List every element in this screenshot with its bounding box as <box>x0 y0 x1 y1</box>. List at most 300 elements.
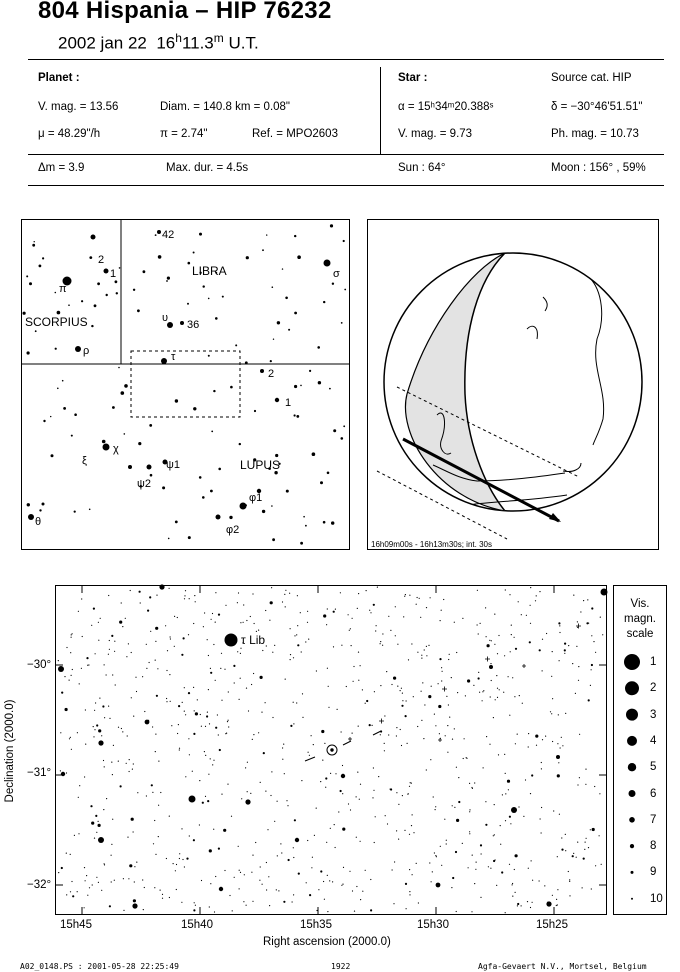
field-star <box>243 622 244 623</box>
field-star <box>282 601 283 602</box>
field-star <box>451 887 452 888</box>
field-star <box>576 857 577 858</box>
field-star <box>96 877 97 878</box>
finder-star <box>57 311 61 315</box>
field-star <box>182 702 183 703</box>
field-star <box>135 677 136 678</box>
label-libra: LIBRA <box>192 264 227 278</box>
field-star <box>137 792 138 793</box>
field-star <box>559 632 560 633</box>
field-star <box>243 604 244 605</box>
field-star <box>262 884 263 885</box>
field-star <box>86 657 88 659</box>
field-star <box>449 654 450 655</box>
field-star <box>335 609 336 610</box>
field-star <box>250 793 251 794</box>
field-star <box>300 612 301 613</box>
field-star <box>209 723 210 724</box>
field-star <box>293 723 294 724</box>
header-rule-mid <box>28 154 664 155</box>
field-star <box>469 811 470 812</box>
field-star <box>155 854 156 855</box>
field-star <box>481 853 482 854</box>
yaxis-label: Declination (2000.0) <box>4 699 16 803</box>
field-star <box>540 818 541 819</box>
star-ra: α = 15ʰ34ᵐ20.388ˢ <box>398 101 494 113</box>
field-star <box>71 675 72 676</box>
field-star <box>380 641 381 642</box>
finder-star <box>294 312 297 315</box>
field-star <box>408 793 409 794</box>
field-star <box>564 649 566 651</box>
field-star <box>495 699 496 700</box>
field-star <box>131 652 132 653</box>
field-star <box>360 784 361 785</box>
field-star <box>229 895 230 896</box>
field-star <box>489 640 490 641</box>
field-star <box>360 899 361 900</box>
field-star <box>411 643 412 644</box>
label-psi2: ψ2 <box>137 478 151 490</box>
field-star <box>529 641 531 643</box>
finder-star <box>62 380 64 382</box>
sun-elongation: Sun : 64° <box>398 162 446 174</box>
finder-star <box>51 454 54 457</box>
field-star <box>577 842 578 843</box>
field-star <box>541 768 542 769</box>
field-star <box>221 653 222 654</box>
star-vmag: V. mag. = 9.73 <box>398 128 473 140</box>
field-star <box>203 626 204 627</box>
field-star <box>350 628 351 629</box>
field-star <box>378 776 379 777</box>
field-star <box>539 649 541 651</box>
field-star <box>85 880 86 881</box>
label-xi: ξ <box>82 455 87 467</box>
finder-star <box>74 413 77 416</box>
field-star <box>84 776 85 777</box>
finder-star <box>91 235 96 240</box>
finder-star <box>199 233 202 236</box>
field-star <box>153 843 154 844</box>
field-star <box>98 821 99 822</box>
field-star <box>462 843 463 844</box>
field-star <box>109 718 110 719</box>
field-star <box>591 888 592 889</box>
field-star <box>241 798 242 799</box>
field-star <box>532 880 533 881</box>
field-star <box>539 591 540 592</box>
field-star <box>478 672 479 673</box>
field-star <box>352 890 353 891</box>
field-star <box>108 654 109 655</box>
field-star <box>287 805 288 806</box>
field-star <box>525 779 526 780</box>
field-star <box>569 879 570 880</box>
field-star <box>559 625 560 626</box>
field-star <box>471 911 472 912</box>
field-star <box>326 842 327 843</box>
field-star <box>390 788 392 790</box>
field-star <box>239 888 240 889</box>
field-star <box>577 621 578 622</box>
field-star <box>485 824 487 826</box>
field-star <box>253 734 254 735</box>
field-star <box>208 774 209 775</box>
field-star <box>528 746 529 747</box>
finder-star <box>300 542 303 545</box>
field-star <box>358 726 359 727</box>
field-star <box>514 869 515 870</box>
field-star <box>430 759 431 760</box>
finder-star <box>102 440 106 444</box>
field-star <box>559 660 560 661</box>
field-star <box>505 912 506 913</box>
planet-parallax: π = 2.74" <box>160 128 208 140</box>
field-star <box>111 762 112 763</box>
finder-stars <box>23 224 347 544</box>
field-star <box>84 867 85 868</box>
field-star <box>60 732 61 733</box>
field-star <box>469 783 470 784</box>
field-star <box>469 833 470 834</box>
field-star <box>87 665 88 666</box>
field-star <box>136 691 137 692</box>
field-star <box>209 906 210 907</box>
field-star <box>456 767 457 768</box>
field-star <box>454 728 455 729</box>
field-star <box>70 891 71 892</box>
field-star <box>272 717 273 718</box>
field-star <box>440 846 441 847</box>
field-star <box>579 777 580 778</box>
field-star <box>384 743 385 744</box>
field-star <box>377 587 378 588</box>
field-star <box>426 646 427 647</box>
field-star <box>108 595 109 596</box>
field-star <box>179 853 180 854</box>
field-star <box>431 881 432 882</box>
finder-star <box>74 511 76 513</box>
field-star <box>441 865 442 866</box>
field-star <box>532 902 533 903</box>
field-star <box>256 631 257 632</box>
field-star <box>358 593 359 594</box>
finder-star <box>55 348 57 350</box>
field-star <box>311 867 312 868</box>
finder-star <box>329 388 331 390</box>
field-star <box>78 797 79 798</box>
field-star <box>238 592 239 593</box>
field-star <box>530 587 531 588</box>
field-star <box>483 767 484 768</box>
field-star <box>508 789 509 790</box>
field-star <box>217 714 218 715</box>
field-star <box>530 793 531 794</box>
field-star <box>199 824 200 825</box>
field-star <box>276 889 277 890</box>
finder-star <box>282 268 283 269</box>
field-star <box>92 884 93 885</box>
field-star <box>372 797 373 798</box>
field-star <box>583 858 585 860</box>
field-star <box>88 664 89 665</box>
field-star <box>557 856 558 857</box>
field-star <box>390 630 391 631</box>
finder-star <box>297 255 301 259</box>
field-star <box>260 676 263 679</box>
finder-star <box>137 309 140 312</box>
field-star <box>409 894 410 895</box>
field-star <box>417 726 418 727</box>
field-star <box>265 791 266 792</box>
field-star <box>335 847 336 848</box>
finder-star <box>305 525 307 527</box>
field-star <box>305 641 306 642</box>
field-star <box>61 867 63 869</box>
field-star <box>323 881 324 882</box>
finder-star <box>34 241 35 242</box>
scale-dot <box>629 817 635 823</box>
field-star <box>154 887 155 888</box>
field-star <box>404 830 405 831</box>
field-star <box>215 622 216 623</box>
finder-star <box>112 406 115 409</box>
xtick-15h45: 15h45 <box>60 919 92 931</box>
field-star <box>70 652 71 653</box>
field-star <box>360 841 361 842</box>
field-star <box>514 637 515 638</box>
field-star <box>391 684 392 685</box>
field-star <box>588 623 589 624</box>
field-star <box>393 677 396 680</box>
field-star <box>366 590 367 591</box>
field-star <box>503 692 504 693</box>
label-tau: τ <box>171 351 176 363</box>
field-star <box>252 855 253 856</box>
field-star <box>120 785 122 787</box>
field-star <box>400 729 401 730</box>
tau-lib-label: τ Lib <box>241 633 266 647</box>
field-star <box>521 905 522 906</box>
field-star <box>127 837 128 838</box>
field-star <box>156 595 157 596</box>
planet-ref: Ref. = MPO2603 <box>252 128 338 140</box>
field-star <box>184 711 185 712</box>
field-star <box>296 634 297 635</box>
field-star <box>89 887 90 888</box>
finder-star <box>193 407 196 410</box>
field-star <box>280 843 281 844</box>
field-star <box>188 738 189 739</box>
field-star <box>401 745 402 746</box>
field-star <box>528 868 529 869</box>
field-star <box>240 678 241 679</box>
field-star <box>114 641 115 642</box>
field-star <box>403 616 404 617</box>
field-star <box>316 808 317 809</box>
field-star <box>475 869 476 870</box>
field-star <box>333 611 335 613</box>
field-star <box>115 684 116 685</box>
field-star <box>261 712 262 713</box>
field-star <box>213 644 214 645</box>
finder-star <box>81 300 83 302</box>
field-star <box>160 890 161 891</box>
field-star <box>421 655 422 656</box>
field-star <box>478 677 480 679</box>
field-star <box>458 777 459 778</box>
field-star <box>293 847 294 848</box>
field-star <box>104 864 105 865</box>
field-star <box>340 790 342 792</box>
field-star <box>285 679 286 680</box>
field-star <box>207 800 209 802</box>
field-star <box>447 725 448 726</box>
field-star <box>439 658 441 660</box>
field-star <box>505 773 506 774</box>
field-star <box>505 793 506 794</box>
field-star <box>247 791 248 792</box>
field-star <box>297 625 298 626</box>
finder-star <box>262 249 264 251</box>
field-star <box>207 712 208 713</box>
field-star <box>293 857 294 858</box>
field-star <box>591 664 593 666</box>
magnitude-scale <box>613 585 667 915</box>
field-star <box>464 738 465 739</box>
field-star <box>226 733 227 734</box>
field-star <box>515 854 518 857</box>
field-star <box>600 617 601 618</box>
field-star <box>58 660 59 661</box>
field-star <box>338 811 339 812</box>
field-star <box>98 882 99 883</box>
field-star <box>586 838 587 839</box>
field-star <box>452 739 453 740</box>
field-star <box>212 613 213 614</box>
star-heading: Star : <box>398 72 428 84</box>
field-star <box>456 911 457 912</box>
field-star <box>70 854 71 855</box>
finder-star <box>138 442 141 445</box>
field-star <box>446 843 447 844</box>
field-star <box>463 758 464 759</box>
field-star <box>169 588 170 589</box>
field-star <box>133 831 134 832</box>
finder-star <box>341 437 344 440</box>
field-star <box>552 741 553 742</box>
field-star <box>72 633 73 634</box>
finder-star <box>26 275 28 277</box>
field-star <box>488 866 489 867</box>
field-star <box>193 733 195 735</box>
field-star <box>221 794 222 795</box>
field-star <box>283 901 285 903</box>
field-star <box>479 692 480 693</box>
field-star <box>108 706 109 707</box>
field-star <box>240 648 241 649</box>
field-star <box>248 710 249 711</box>
field-star <box>199 780 200 781</box>
field-star <box>173 863 174 864</box>
finder-star <box>215 317 218 320</box>
field-star <box>272 652 273 653</box>
field-star <box>169 816 170 817</box>
field-star <box>263 752 265 754</box>
field-star <box>78 611 79 612</box>
field-star <box>227 784 228 785</box>
field-star <box>84 907 85 908</box>
field-star <box>564 653 565 654</box>
field-star <box>490 868 491 869</box>
field-star <box>93 726 94 727</box>
field-star <box>270 795 271 796</box>
field-star <box>238 846 239 847</box>
field-star <box>94 710 95 711</box>
field-star <box>402 693 403 694</box>
field-star <box>321 730 324 733</box>
field-star <box>493 717 494 718</box>
field-star <box>111 881 112 882</box>
label-rho: ρ <box>83 345 90 357</box>
field-star <box>225 605 226 606</box>
field-star <box>472 855 473 856</box>
finder-star <box>229 516 232 519</box>
field-star <box>151 784 153 786</box>
finder-star <box>273 339 274 340</box>
field-star <box>71 749 72 750</box>
scale-dot <box>630 844 634 848</box>
event-time: 2002 jan 22 16$^h$11.3$^m$ U.T. <box>58 31 259 53</box>
finder-star <box>35 330 37 332</box>
field-star <box>250 616 251 617</box>
field-star <box>123 910 124 911</box>
field-star <box>514 696 515 697</box>
field-star <box>95 653 96 654</box>
finder-star <box>143 270 146 273</box>
field-star <box>227 721 228 722</box>
finder-star <box>188 536 191 539</box>
field-star <box>98 824 101 827</box>
field-star <box>104 717 105 718</box>
field-star <box>104 664 105 665</box>
field-star <box>370 612 371 613</box>
finder-star <box>294 235 296 237</box>
field-star <box>515 743 516 744</box>
field-star <box>133 716 134 717</box>
field-star <box>268 876 269 877</box>
field-star <box>424 649 425 650</box>
field-star <box>409 595 410 596</box>
field-star <box>342 828 345 831</box>
field-star <box>94 729 95 730</box>
field-star <box>176 889 177 890</box>
field-star <box>220 668 221 669</box>
field-star <box>588 847 589 848</box>
field-star <box>515 892 516 893</box>
field-star <box>278 890 279 891</box>
field-star <box>357 608 358 609</box>
field-star <box>158 761 159 762</box>
field-star <box>231 816 232 817</box>
field-star <box>468 867 469 868</box>
field-star <box>104 863 105 864</box>
field-star <box>179 749 180 750</box>
finder-star <box>168 538 170 540</box>
field-star <box>290 725 292 727</box>
field-star <box>301 651 302 652</box>
